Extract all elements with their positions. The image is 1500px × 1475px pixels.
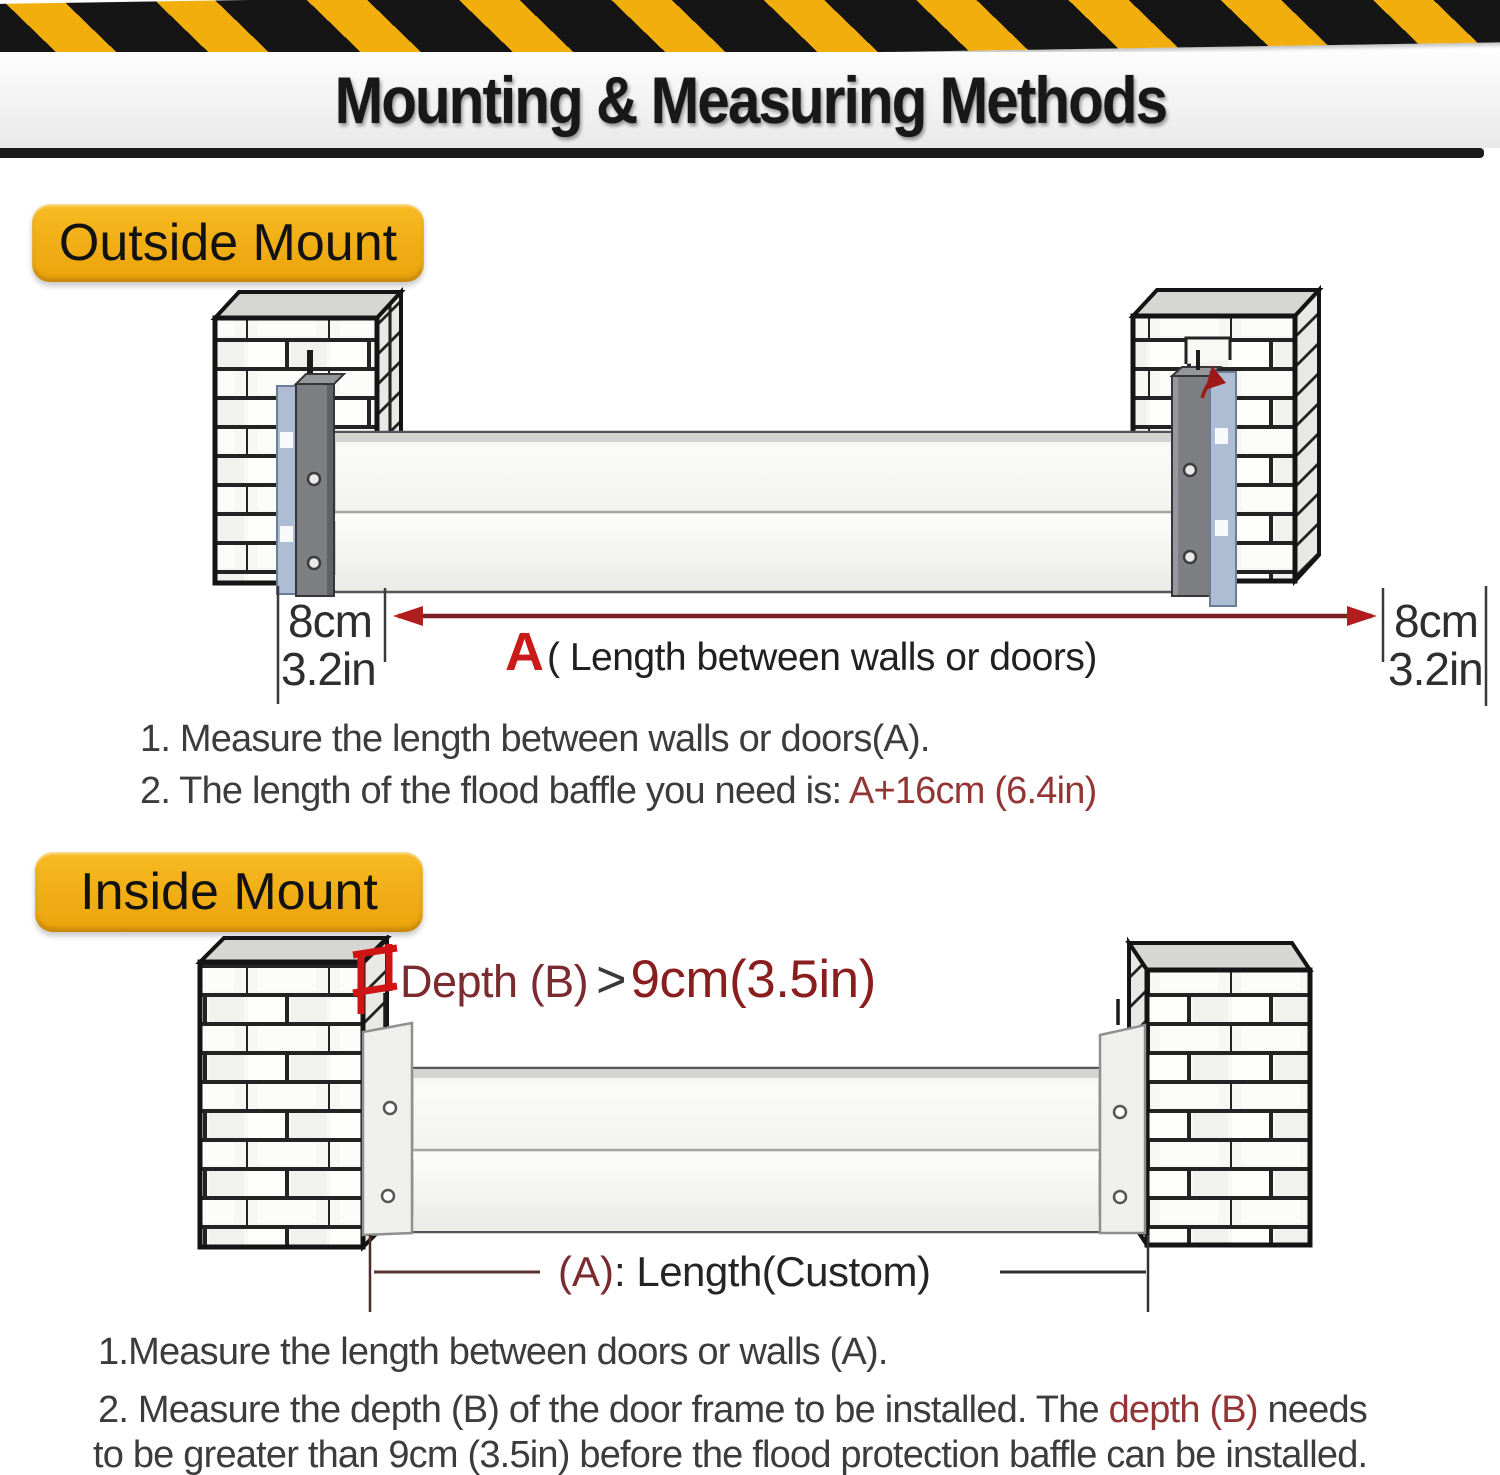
title-bar: [0, 52, 1500, 148]
screw-hole: [1184, 551, 1196, 563]
outside-step-2: 2. The length of the flood baffle you need is: A+16cm (6.4in): [140, 770, 1097, 812]
outside-step-2-highlight: A+16cm (6.4in): [848, 770, 1097, 812]
inside-step-2-highlight: depth (B): [1108, 1389, 1258, 1431]
depth-annotation: Depth (B) >9cm(3.5in): [400, 950, 876, 1009]
inside-mount-badge-label: Inside Mount: [80, 863, 378, 921]
screw-hole: [1114, 1191, 1126, 1203]
inside-left-bracket: [363, 1023, 412, 1235]
dim-left-in: 3.2in: [281, 643, 376, 695]
title-underline: [0, 148, 1484, 158]
page-title: Mounting & Measuring Methods: [334, 63, 1166, 137]
screw-hole: [382, 1190, 394, 1202]
dim-right-cm: 8cm: [1394, 595, 1478, 647]
screw-hole: [308, 557, 320, 569]
gasket-strip-right: [1210, 372, 1236, 606]
screw-hole: [1114, 1106, 1126, 1118]
screw-hole: [1184, 464, 1196, 476]
gasket-strip-left: [277, 386, 297, 594]
outside-mount-diagram: [0, 280, 1500, 720]
outside-step-1: 1. Measure the length between walls or doors(A).: [140, 718, 930, 760]
dim-right-in: 3.2in: [1388, 643, 1483, 695]
inside-right-bracket: [1100, 1025, 1145, 1233]
outside-mount-badge: [32, 204, 424, 282]
inside-measurements: [370, 1235, 1148, 1312]
flood-barrier-panel: [334, 432, 1210, 592]
outside-mount-steps: [140, 714, 1470, 818]
flood-barrier-panel-inside: [412, 1068, 1100, 1232]
outside-measurements: [278, 586, 1486, 706]
inside-step-1: 1.Measure the length between doors or walls (A).: [98, 1331, 888, 1373]
inside-step-2: 2. Measure the depth (B) of the door frame to be installed. The depth (B) needs to be greater than 9cm (3.5in) before the flood protection baffle can be installed.: [93, 1389, 1368, 1475]
inside-right-brick-pillar: [1129, 943, 1310, 1245]
dim-left-cm: 8cm: [288, 595, 372, 647]
span-length-label: A( Length between walls or doors): [505, 622, 1097, 682]
outside-mount-badge-label: Outside Mount: [58, 214, 398, 272]
screw-hole: [384, 1102, 396, 1114]
inside-mount-badge: [35, 852, 423, 932]
wall-slot-notch: [1186, 338, 1230, 364]
inside-mount-diagram: [0, 935, 1500, 1320]
length-custom-label: (A): Length(Custom): [558, 1248, 931, 1295]
inside-mount-steps: [93, 1330, 1478, 1475]
screw-hole: [308, 473, 320, 485]
